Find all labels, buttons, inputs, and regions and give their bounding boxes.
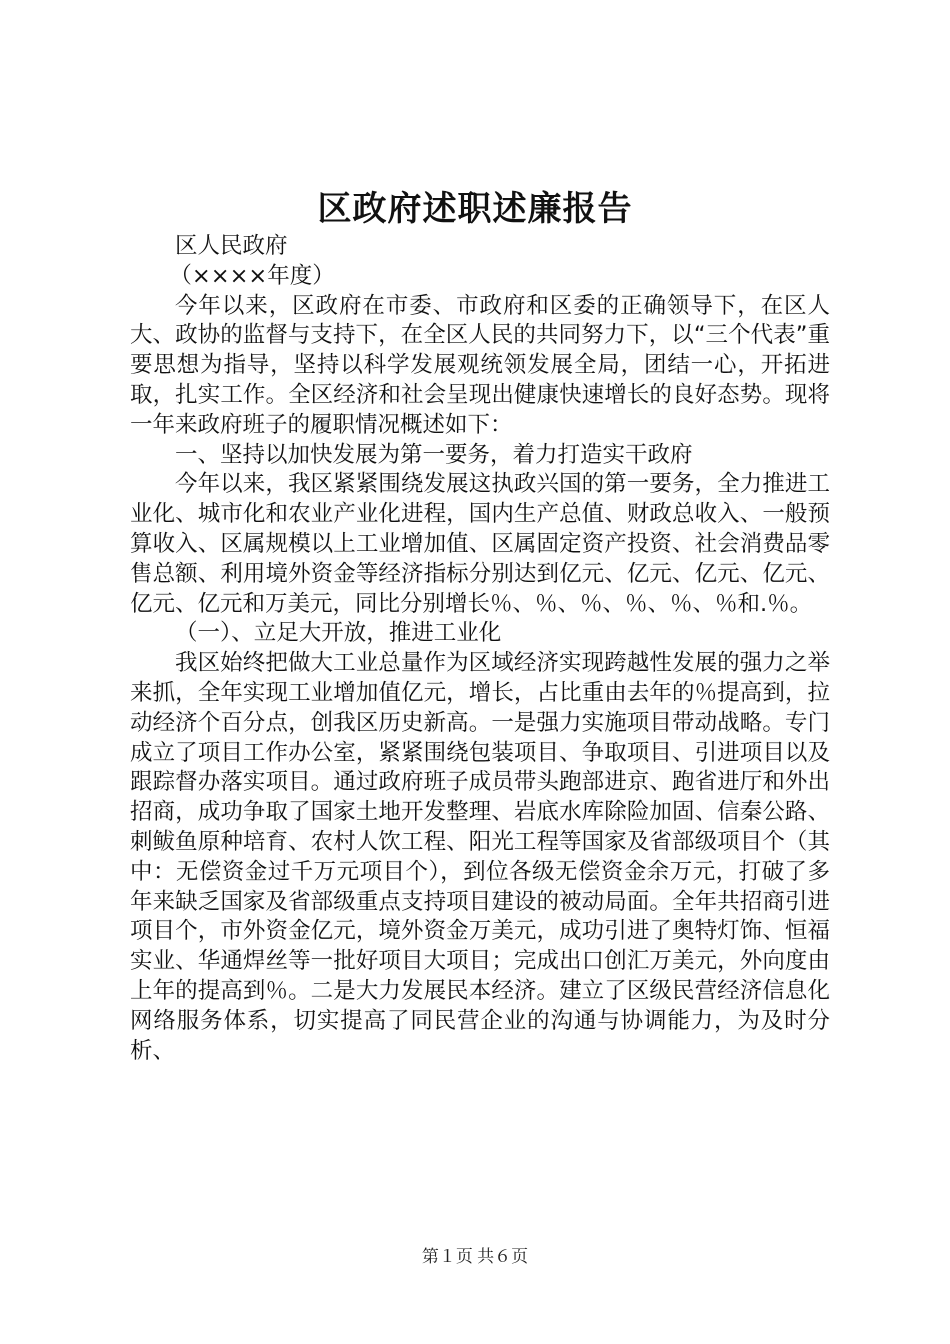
section-heading-1: 一、坚持以加快发展为第一要务，着力打造实干政府 <box>175 441 693 468</box>
subsection-heading-1: （一）、立足大开放，推进工业化 <box>175 620 502 647</box>
document-title: 区政府述职述廉报告 <box>317 189 633 229</box>
year-line: （××××年度） <box>169 262 335 289</box>
paragraph-industry: 我区始终把做大工业总量作为区域经济实现跨越性发展的强力之举来抓，全年实现工业增加值亿元，增长，占比重由去年的％提高到，拉动经济个百分点，创我区历史新高。一是强力实施项目带动战略。专门成立了项目工作办公室，紧紧围绕包装项目、争取项目、引进项目以及跟踪督办落实项目。通过政府班子成员带头跑部进京、跑省进厅和外出招商，成功争取了国家土地开发整理、岩底水库除险加固、信秦公路、刺鲅鱼原种培育、农村人饮工程、阳光工程等国家及省部级项目个（其中：无偿资金过千万元项目个），到位各级无偿资金余万元，打破了多年来缺乏国家及省部级重点支持项目建设的被动局面。全年共招商引进项目个，市外资金亿元，境外资金万美元，成功引进了奥特灯饰、恒福实业、华通焊丝等一批好项目大项目；完成出口创汇万美元，外向度由上年的提高到％。二是大力发展民本经济。建立了区级民营经济信息化网络服务体系，切实提高了同民营企业的沟通与协调能力，为及时分析、 <box>130 650 830 1064</box>
author-line: 区人民政府 <box>175 233 288 259</box>
document-body <box>130 232 830 1066</box>
page-footer: 第１页 共６页 <box>421 1247 529 1266</box>
paragraph-overview: 今年以来，我区紧紧围绕发展这执政兴国的第一要务，全力推进工业化、城市化和农业产业化进程，国内生产总值、财政总收入、一般预算收入、区属规模以上工业增加值、区属固定资产投资、社会消费品零售总额、利用境外资金等经济指标分别达到亿元、亿元、亿元、亿元、亿元、亿元和万美元，同比分别增长％、％、％、％、％、％和.％。 <box>130 471 830 617</box>
paragraph-intro: 今年以来，区政府在市委、市政府和区委的正确领导下，在区人大、政协的监督与支持下，在全区人民的共同努力下，以“三个代表”重要思想为指导，坚持以科学发展观统领发展全局，团结一心，开拓进取，扎实工作。全区经济和社会呈现出健康快速增长的良好态势。现将一年来政府班子的履职情况概述如下： <box>130 292 830 438</box>
